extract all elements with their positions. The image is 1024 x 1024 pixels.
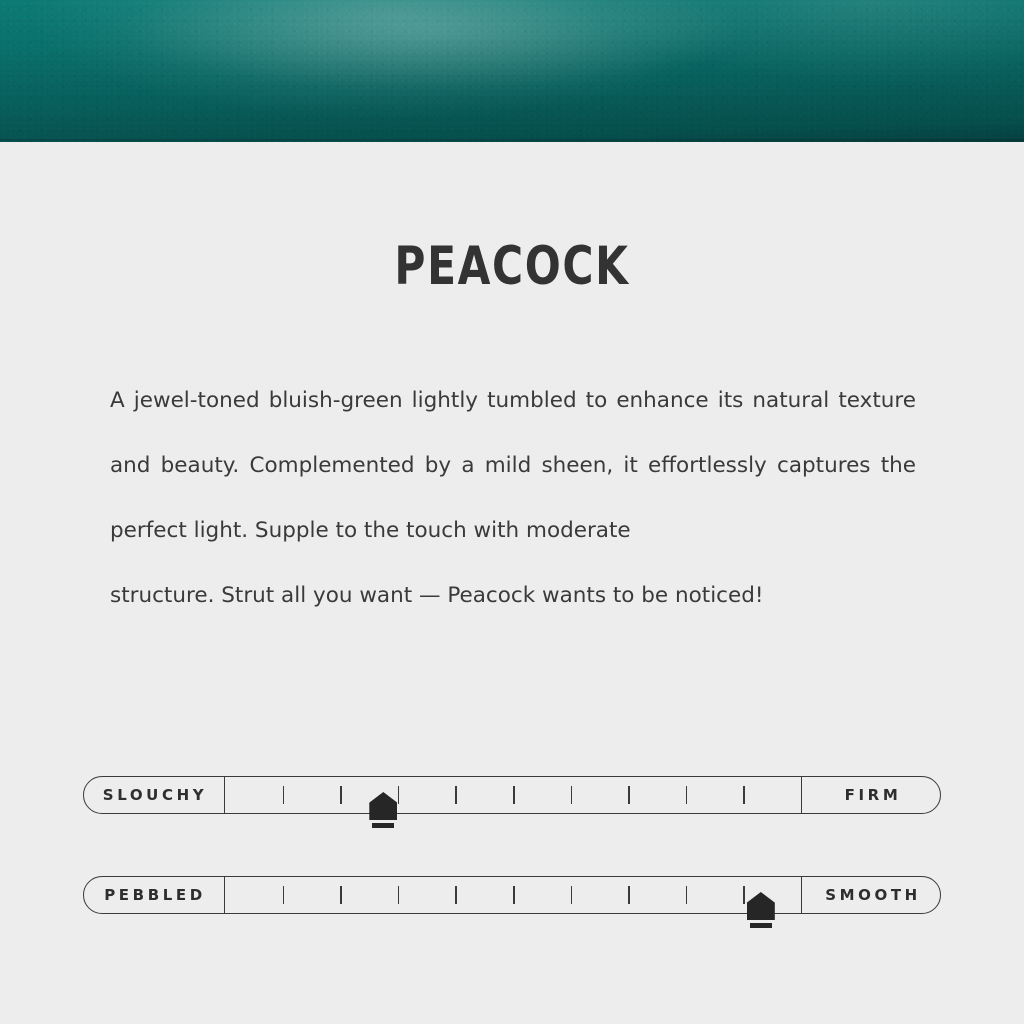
scale-tick: [340, 886, 342, 904]
scale-tick: [571, 886, 573, 904]
texture-scale-ticks: [225, 876, 801, 914]
attribute-scales: [83, 776, 941, 976]
scale-tick: [686, 886, 688, 904]
description-text: [110, 368, 916, 628]
scale-tick: [455, 886, 457, 904]
scale-tick: [571, 786, 573, 804]
marker-pointer-icon: [369, 792, 397, 820]
page-title: PEACOCK: [394, 236, 630, 297]
structure-scale-marker[interactable]: [366, 780, 400, 836]
texture-scale[interactable]: [83, 876, 941, 914]
marker-base-icon: [750, 923, 772, 928]
scale-tick: [628, 786, 630, 804]
description-line-1: A jewel-toned bluish-green lightly tumbled to enhance its natural: [110, 388, 830, 413]
texture-scale-marker[interactable]: [744, 880, 778, 936]
scale-tick: [283, 886, 285, 904]
structure-scale[interactable]: [83, 776, 941, 814]
scale-tick: [686, 786, 688, 804]
scale-tick: [283, 786, 285, 804]
description-line-4: structure. Strut all you want — Peacock wants to be noticed!: [110, 583, 764, 608]
swatch-bottom-edge: [0, 139, 1024, 142]
description-line-2: texture and beauty. Complemented by a mild sheen, it effortlessly: [110, 388, 916, 478]
scale-tick: [513, 886, 515, 904]
swatch-sheen-highlight: [120, 0, 740, 90]
texture-scale-left-label: PEBBLED: [83, 876, 225, 914]
scale-tick: [455, 786, 457, 804]
marker-pointer-icon: [747, 892, 775, 920]
texture-scale-right-label: SMOOTH: [801, 876, 941, 914]
structure-scale-left-label: SLOUCHY: [83, 776, 225, 814]
marker-base-icon: [372, 823, 394, 828]
structure-scale-ticks: [225, 776, 801, 814]
structure-scale-right-label: FIRM: [801, 776, 941, 814]
scale-tick: [743, 786, 745, 804]
scale-tick: [513, 786, 515, 804]
description-line-3: captures the perfect light. Supple to the touch with moderate: [110, 453, 916, 543]
scale-tick: [398, 886, 400, 904]
scale-tick: [340, 786, 342, 804]
leather-swatch-image: [0, 0, 1024, 142]
scale-tick: [628, 886, 630, 904]
